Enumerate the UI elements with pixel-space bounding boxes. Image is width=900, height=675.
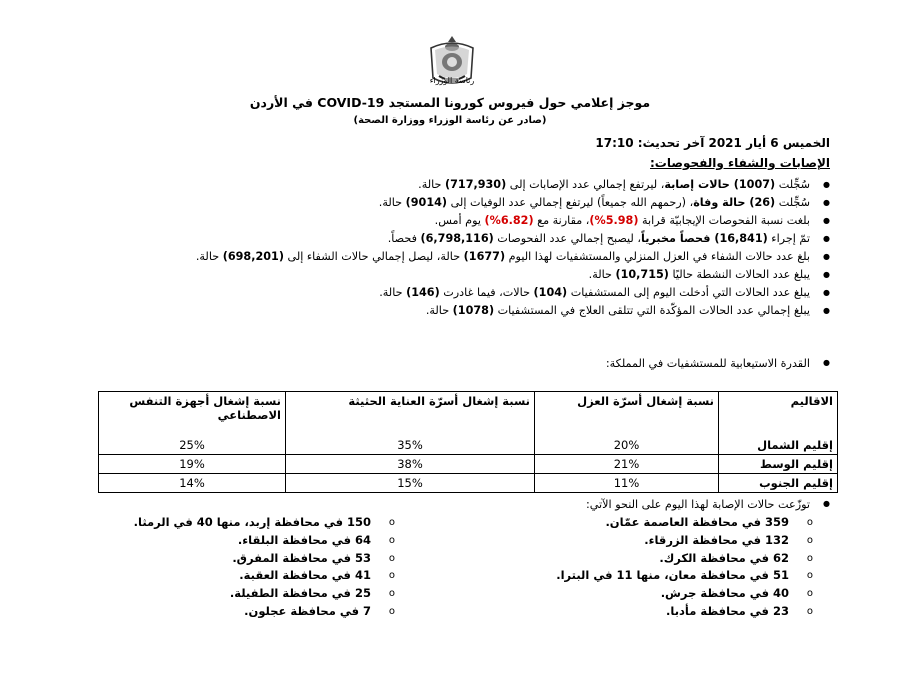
list-item: o 132 في محافظة الزرقاء. [513, 532, 813, 550]
list-item: o 53 في محافظة المفرق. [55, 550, 395, 568]
header-region: الاقاليم [719, 392, 838, 437]
list-item: o 23 في محافظة مأدبا. [513, 603, 813, 621]
bullet-hospital-admissions: ● يبلغ عدد الحالات التي أدخلت اليوم إلى المستشفيات (104) حالات، فيما غادرت (146) حالة. [60, 284, 830, 301]
region-name: إقليم الشمال [719, 436, 838, 455]
header-ventilators: نسبة إشغال أجهزة التنفس الاصطناعي [99, 392, 286, 437]
bullet-new-cases: ● سُجِّلت (1007) حالات إصابة، ليرتفع إجمالي عدد الإصابات إلى (717,930) حالة. [60, 176, 830, 193]
icu-pct: 15% [286, 474, 535, 493]
table-row [99, 474, 838, 493]
document-subtitle: (صادر عن رئاسة الوزراء ووزارة الصحة) [353, 115, 547, 126]
icu-pct: 38% [286, 455, 535, 474]
region-name: إقليم الوسط [719, 455, 838, 474]
region-name: إقليم الجنوب [719, 474, 838, 493]
table-row [99, 436, 838, 455]
document-title: موجز إعلامي حول فيروس كورونا المستجد COVID-19 في الأردن [249, 95, 651, 110]
bullet-positivity-rate: ● بلغت نسبة الفحوصات الإيجابيّة قرابة (5.98%)، مقارنة مع (6.82%) يوم أمس. [60, 212, 830, 229]
date-and-update-time: الخميس 6 أيار 2021 آخر تحديث: 17:10 [595, 136, 830, 150]
governorate-list-left [55, 514, 395, 621]
table-header-row [99, 392, 838, 437]
hospital-capacity-table [98, 391, 838, 493]
ventilator-pct: 14% [99, 474, 286, 493]
isolation-pct: 21% [535, 455, 719, 474]
list-item: o 41 في محافظة العقبة. [55, 567, 395, 585]
list-item: o 51 في محافظة معان، منها 11 في البترا. [513, 567, 813, 585]
section-heading: الإصابات والشفاء والفحوصات: [650, 156, 830, 170]
capacity-intro: ● القدرة الاستيعابية للمستشفيات في المملكة: [606, 357, 830, 370]
table-row [99, 455, 838, 474]
bullet-hospitalized-total: ● يبلغ إجمالي عدد الحالات المؤكّدة التي تتلقى العلاج في المستشفيات (1078) حالة. [60, 302, 830, 319]
logo-caption: رئاسة الوزراء [429, 76, 475, 85]
distribution-intro: ● توزّعت حالات الإصابة لهذا اليوم على النحو الآتي: [586, 498, 830, 511]
list-item: o 7 في محافظة عجلون. [55, 603, 395, 621]
list-item: o 64 في محافظة البلقاء. [55, 532, 395, 550]
ventilator-pct: 19% [99, 455, 286, 474]
statistics-bullet-list [60, 176, 830, 320]
bullet-recoveries: ● بلغ عدد حالات الشفاء في العزل المنزلي والمستشفيات لهذا اليوم (1677) حالة، ليصل إجمالي حالات الشفاء إلى (698,201) حالة. [60, 248, 830, 265]
icu-pct: 35% [286, 436, 535, 455]
list-item: o 62 في محافظة الكرك. [513, 550, 813, 568]
bullet-tests: ● تمّ إجراء (16,841) فحصاً مخبرياً، ليصبح إجمالي عدد الفحوصات (6,798,116) فحصاً. [60, 230, 830, 247]
bullet-deaths: ● سُجِّلت (26) حالة وفاة، (رحمهم الله جميعاً) ليرتفع إجمالي عدد الوفيات إلى (9014) حالة. [60, 194, 830, 211]
header-isolation: نسبة إشغال أسرّة العزل [535, 392, 719, 437]
list-item: o 40 في محافظة جرش. [513, 585, 813, 603]
list-item: o 25 في محافظة الطفيلة. [55, 585, 395, 603]
isolation-pct: 20% [535, 436, 719, 455]
bullet-active-cases: ● يبلغ عدد الحالات النشطة حاليًا (10,715) حالة. [60, 266, 830, 283]
governorate-list-right [513, 514, 813, 621]
header-icu: نسبة إشغال أسرّة العناية الحثيثة [286, 392, 535, 437]
list-item: o 150 في محافظة إربد، منها 40 في الرمثا. [55, 514, 395, 532]
isolation-pct: 11% [535, 474, 719, 493]
ventilator-pct: 25% [99, 436, 286, 455]
list-item: o 359 في محافظة العاصمة عمّان. [513, 514, 813, 532]
